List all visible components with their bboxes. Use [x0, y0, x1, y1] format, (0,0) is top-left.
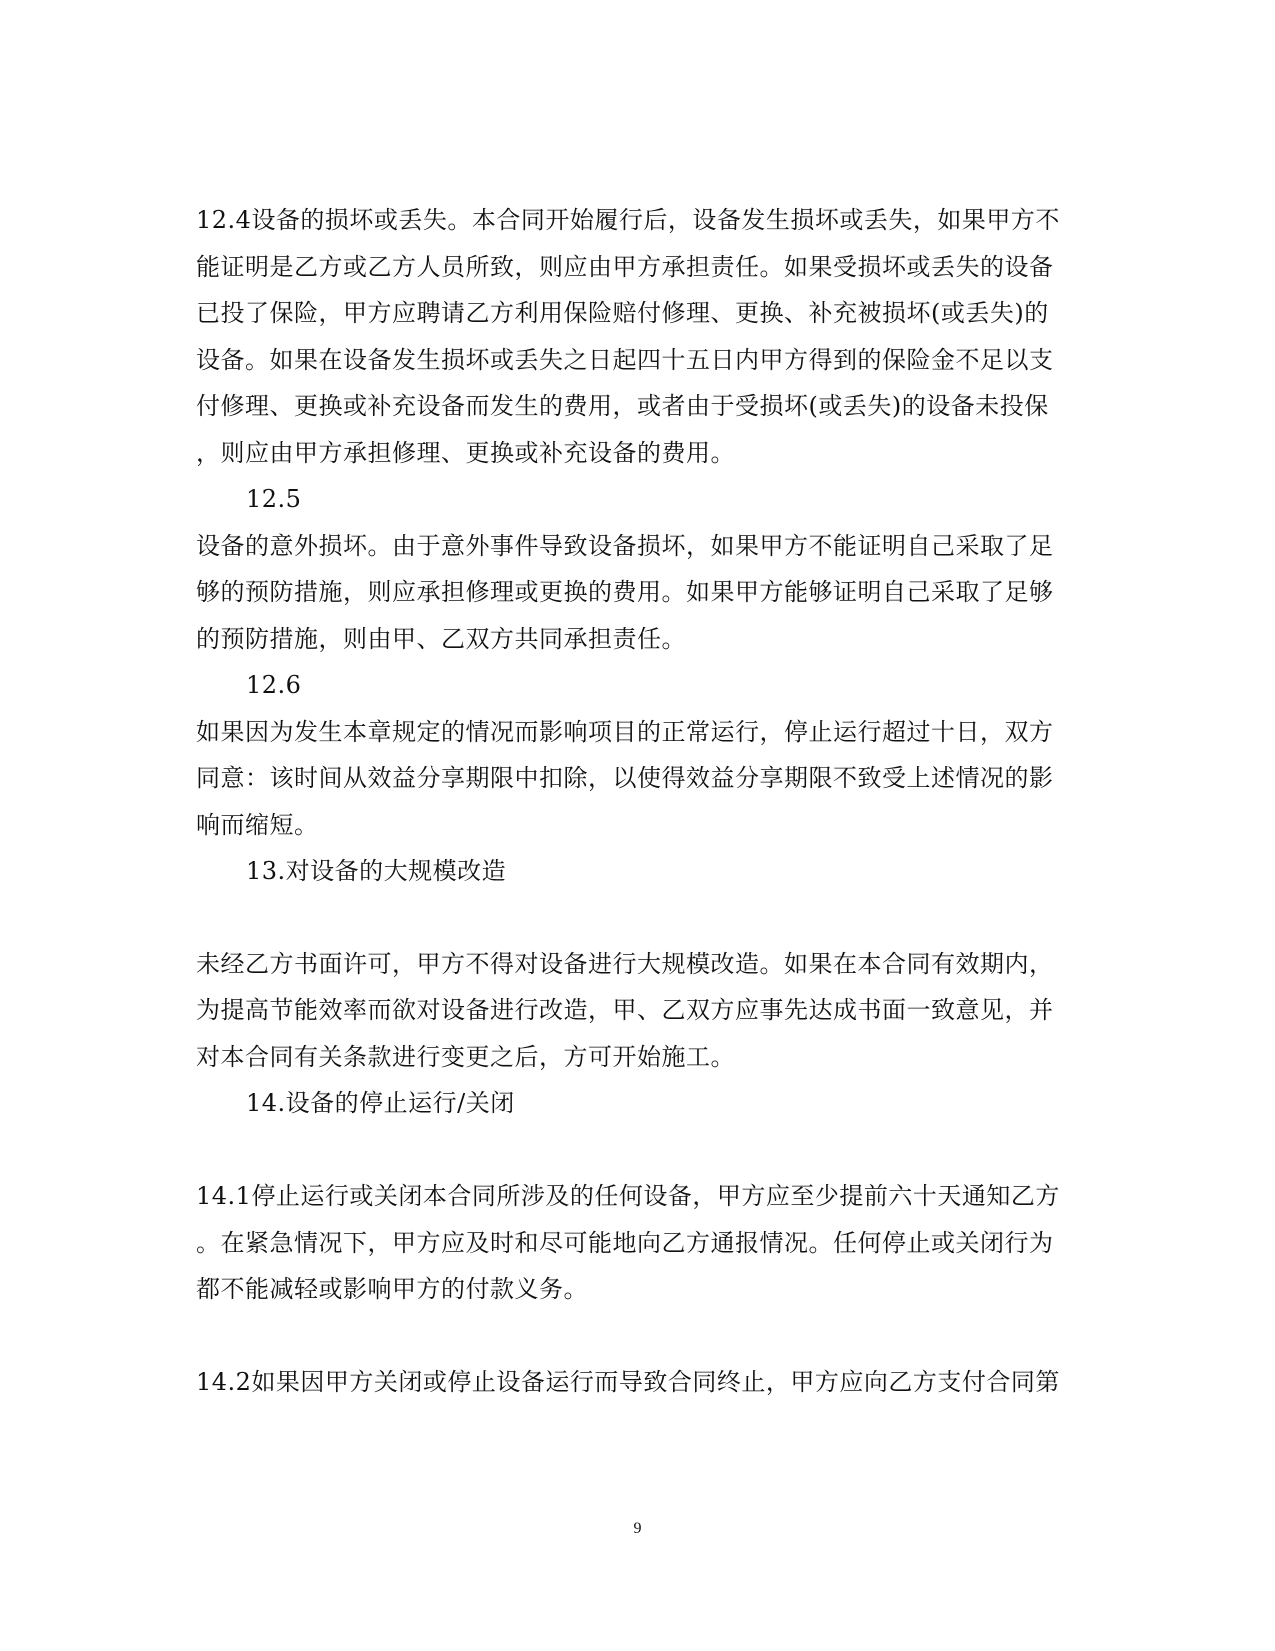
- text-line: 够的预防措施，则应承担修理或更换的费用。如果甲方能够证明自己采取了足够: [196, 578, 1054, 606]
- text-line: 如果因为发生本章规定的情况而影响项目的正常运行，停止运行超过十日，双方: [196, 718, 1054, 746]
- text-line: 的预防措施，则由甲、乙双方共同承担责任。: [196, 625, 686, 653]
- text-line: 设备的意外损坏。由于意外事件导致设备损坏，如果甲方不能证明自己采取了足: [196, 532, 1054, 560]
- section-heading-14: 14.设备的停止运行/关闭: [246, 1089, 515, 1117]
- text-line: 都不能减轻或影响甲方的付款义务。: [196, 1275, 588, 1303]
- page-number: 9: [633, 1520, 642, 1537]
- text-line: 。在紧急情况下，甲方应及时和尽可能地向乙方通报情况。任何停止或关闭行为: [196, 1229, 1054, 1257]
- text-line: ，则应由甲方承担修理、更换或补充设备的费用。: [196, 439, 735, 467]
- text-line: 为提高节能效率而欲对设备进行改造，甲、乙双方应事先达成书面一致意见，并: [196, 996, 1054, 1024]
- text-line: 能证明是乙方或乙方人员所致，则应由甲方承担责任。如果受损坏或丢失的设备: [196, 253, 1054, 281]
- text-line: 14.1停止运行或关闭本合同所涉及的任何设备，甲方应至少提前六十天通知乙方: [196, 1182, 1060, 1210]
- text-line: 响而缩短。: [196, 811, 319, 839]
- section-number-12-5: 12.5: [246, 485, 302, 513]
- text-line: 付修理、更换或补充设备而发生的费用，或者由于受损坏(或丢失)的设备未投保: [196, 392, 1049, 420]
- text-line: 设备。如果在设备发生损坏或丢失之日起四十五日内甲方得到的保险金不足以支: [196, 346, 1054, 374]
- text-line: 已投了保险，甲方应聘请乙方利用保险赔付修理、更换、补充被损坏(或丢失)的: [196, 299, 1049, 327]
- section-number-12-6: 12.6: [246, 671, 302, 699]
- text-line: 12.4设备的损坏或丢失。本合同开始履行后，设备发生损坏或丢失，如果甲方不: [196, 206, 1060, 234]
- text-line: 未经乙方书面许可，甲方不得对设备进行大规模改造。如果在本合同有效期内，: [196, 950, 1054, 978]
- text-line: 同意：该时间从效益分享期限中扣除，以使得效益分享期限不致受上述情况的影: [196, 764, 1054, 792]
- text-line: 对本合同有关条款进行变更之后，方可开始施工。: [196, 1043, 735, 1071]
- text-line: 14.2如果因甲方关闭或停止设备运行而导致合同终止，甲方应向乙方支付合同第: [196, 1368, 1060, 1396]
- section-heading-13: 13.对设备的大规模改造: [246, 857, 507, 885]
